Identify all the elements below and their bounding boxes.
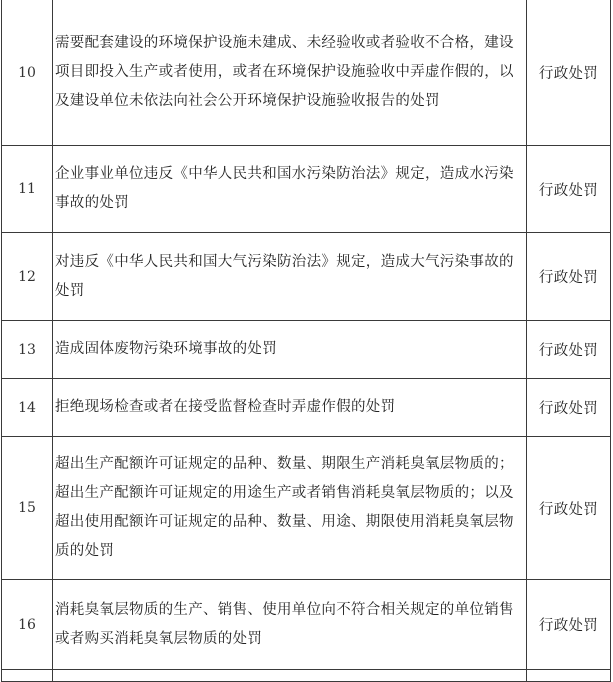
item-number: 14: [2, 379, 53, 437]
penalty-items-table: [1, 0, 611, 682]
item-number: 11: [2, 146, 53, 233]
item-number: 12: [2, 233, 53, 321]
penalty-type: 行政处罚: [527, 233, 611, 321]
item-description: 超出生产配额许可证规定的品种、数量、期限生产消耗臭氧层物质的；超出生产配额许可证规定的用途生产或者销售消耗臭氧层物质的；以及超出使用配额许可证规定的品种、数量、用途、期限使用消耗臭氧层物质的处罚: [53, 437, 527, 580]
item-number: 10: [2, 0, 53, 146]
item-description: 造成固体废物污染环境事故的处罚: [53, 321, 527, 379]
penalty-type: 行政处罚: [527, 437, 611, 580]
table-row: [2, 146, 611, 233]
table-row: [2, 0, 611, 146]
item-description: 拒绝现场检查或者在接受监督检查时弄虚作假的处罚: [53, 379, 527, 437]
penalty-type: 行政处罚: [527, 580, 611, 670]
table-row: [2, 580, 611, 670]
item-number: 13: [2, 321, 53, 379]
item-description: 消耗臭氧层物质的生产、销售、使用单位向不符合相关规定的单位销售或者购买消耗臭氧层物质的处罚: [53, 580, 527, 670]
item-description: 企业事业单位违反《中华人民共和国水污染防治法》规定，造成水污染事故的处罚: [53, 146, 527, 233]
penalty-type: 行政处罚: [527, 146, 611, 233]
penalty-type: 行政处罚: [527, 321, 611, 379]
empty-cell: [2, 670, 53, 682]
table-row-partial: [2, 670, 611, 682]
table-row: [2, 233, 611, 321]
penalty-type: 行政处罚: [527, 379, 611, 437]
table-row: [2, 379, 611, 437]
table-row: [2, 321, 611, 379]
item-number: 15: [2, 437, 53, 580]
item-description: 需要配套建设的环境保护设施未建成、未经验收或者验收不合格，建设项目即投入生产或者使用，或者在环境保护设施验收中弄虚作假的，以及建设单位未依法向社会公开环境保护设施验收报告的处罚: [53, 0, 527, 146]
item-number: 16: [2, 580, 53, 670]
table-row: [2, 437, 611, 580]
item-description: 对违反《中华人民共和国大气污染防治法》规定，造成大气污染事故的处罚: [53, 233, 527, 321]
empty-cell: [527, 670, 611, 682]
penalty-type: 行政处罚: [527, 0, 611, 146]
empty-cell: [53, 670, 527, 682]
